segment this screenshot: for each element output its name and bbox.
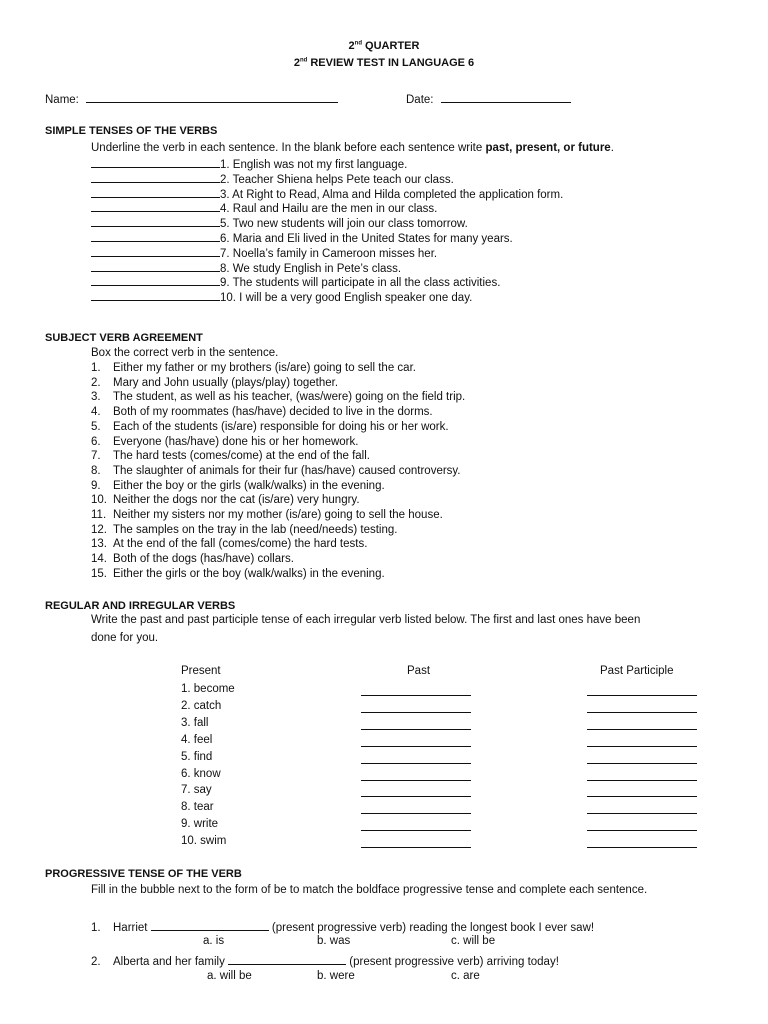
agreement-item <box>91 421 449 433</box>
answer-blank[interactable] <box>91 186 220 198</box>
item-number: 7. <box>91 450 101 463</box>
sentence-text: Either the girls or the boy (walk/walks) in the evening. <box>113 567 385 580</box>
sentence-text: At the end of the fall (comes/come) the hard tests. <box>113 538 368 551</box>
sentence-text: 6. Maria and Eli lived in the United States for many years. <box>220 233 513 245</box>
past-blank[interactable] <box>361 735 471 747</box>
past-participle-blank[interactable] <box>587 684 697 696</box>
sentence-text: 5. Two new students will join our class tomorrow. <box>220 218 468 231</box>
agreement-item <box>91 406 433 418</box>
verb-present: 8. tear <box>181 801 214 814</box>
answer-blank[interactable] <box>228 953 346 965</box>
past-participle-blank[interactable] <box>587 718 697 730</box>
section-instruction: done for you. <box>91 632 159 644</box>
sentence-text: Either the boy or the girls (walk/walks) in the evening. <box>113 479 385 492</box>
agreement-item <box>91 465 461 477</box>
answer-blank[interactable] <box>91 171 220 183</box>
option-a[interactable]: a. is <box>203 935 225 947</box>
item-number: 2. <box>91 376 101 389</box>
sentence-text: 8. We study English in Pete’s class. <box>220 262 402 275</box>
option-a[interactable]: a. will be <box>207 970 252 982</box>
verb-present: 10. swim <box>181 835 227 848</box>
simple-tense-item <box>91 156 407 171</box>
agreement-item <box>91 553 294 565</box>
test-title: 2nd REVIEW TEST IN LANGUAGE 6 <box>293 57 475 69</box>
item-number: 6. <box>91 435 101 448</box>
past-blank[interactable] <box>361 684 471 696</box>
section-title-irregular-verbs: REGULAR AND IRREGULAR VERBS <box>45 600 236 612</box>
agreement-item <box>91 436 358 448</box>
agreement-item <box>91 524 397 536</box>
past-blank[interactable] <box>361 752 471 764</box>
past-participle-blank[interactable] <box>587 802 697 814</box>
answer-blank[interactable] <box>91 260 220 272</box>
answer-blank[interactable] <box>91 200 220 212</box>
simple-tense-item <box>91 186 563 201</box>
verb-present: 9. write <box>181 818 219 831</box>
past-blank[interactable] <box>361 836 471 848</box>
option-c[interactable]: c. are <box>451 970 480 982</box>
column-header-past: Past <box>407 665 431 677</box>
sentence-text: The hard tests (comes/come) at the end of the fall. <box>113 450 370 463</box>
option-b[interactable]: b. was <box>317 935 351 947</box>
item-number: 14. <box>91 553 107 566</box>
agreement-item <box>91 494 360 506</box>
date-field[interactable] <box>406 91 571 106</box>
column-header-present: Present <box>181 665 221 677</box>
sentence-text: 4. Raul and Hailu are the men in our class. <box>220 203 438 216</box>
past-blank[interactable] <box>361 718 471 730</box>
name-label: Name: <box>45 94 79 106</box>
sentence-text: 3. At Right to Read, Alma and Hilda completed the application form. <box>220 188 564 201</box>
simple-tense-item <box>91 274 500 289</box>
sentence-text: Either my father or my brothers (is/are) going to sell the car. <box>113 362 416 374</box>
name-field[interactable] <box>45 91 338 106</box>
sentence-text: The student, as well as his teacher, (was/were) going on the field trip. <box>113 391 466 404</box>
sentence-text: 9. The students will participate in all the class activities. <box>220 277 501 290</box>
agreement-item <box>91 568 385 580</box>
past-participle-blank[interactable] <box>587 735 697 747</box>
sentence-text: 7. Noella’s family in Cameroon misses her. <box>220 247 438 260</box>
simple-tense-item <box>91 245 437 260</box>
sentence-text: Mary and John usually (plays/play) together. <box>113 376 339 389</box>
simple-tense-item <box>91 215 468 230</box>
sentence-text: Both of my roommates (has/have) decided to live in the dorms. <box>113 406 433 419</box>
sentence-text: 1. English was not my first language. <box>220 159 408 171</box>
section-instruction: Write the past and past participle tense of each irregular verb listed below. The first and last ones have been <box>91 614 641 626</box>
sentence-text: Both of the dogs (has/have) collars. <box>113 553 294 566</box>
section-title-simple-tenses: SIMPLE TENSES OF THE VERBS <box>45 125 218 137</box>
sentence-text: Neither the dogs nor the cat (is/are) very hungry. <box>113 494 360 507</box>
quarter-title: 2nd QUARTER <box>348 40 420 52</box>
agreement-item <box>91 538 367 550</box>
past-participle-blank[interactable] <box>587 701 697 713</box>
verb-present: 5. find <box>181 750 213 763</box>
option-c[interactable]: c. will be <box>451 935 496 947</box>
sentence-text: 10. I will be a very good English speaker one day. <box>220 292 473 305</box>
section-instruction: Fill in the bubble next to the form of be to match the boldface progressive tense and complete each sentence. <box>91 884 648 896</box>
agreement-item <box>91 377 338 389</box>
item-number: 1. <box>91 362 101 374</box>
section-title-progressive: PROGRESSIVE TENSE OF THE VERB <box>45 868 242 880</box>
simple-tense-item <box>91 289 472 304</box>
section-instruction: Box the correct verb in the sentence. <box>91 347 279 359</box>
sentence-text: Each of the students (is/are) responsible for doing his or her work. <box>113 420 449 433</box>
column-header-past-participle: Past Participle <box>600 665 674 677</box>
verb-present: 2. catch <box>181 699 222 712</box>
sentence-text: Everyone (has/have) done his or her homework. <box>113 435 359 448</box>
agreement-item <box>91 391 465 403</box>
past-participle-blank[interactable] <box>587 836 697 848</box>
question-2: 2. Alberta and her family (present progressive verb) arriving today! <box>91 953 559 968</box>
verb-present: 1. become <box>181 683 235 695</box>
section-instruction: Underline the verb in each sentence. In the blank before each sentence write past, present, or future. <box>91 142 614 154</box>
item-number: 11. <box>91 509 107 521</box>
question-1: 1. Harriet (present progressive verb) reading the longest book I ever saw! <box>91 919 594 934</box>
agreement-item <box>91 509 443 521</box>
item-number: 8. <box>91 464 101 477</box>
item-number: 15. <box>91 567 107 580</box>
sentence-text: The slaughter of animals for their fur (has/have) caused controversy. <box>113 464 461 477</box>
option-b[interactable]: b. were <box>317 970 355 982</box>
item-number: 13. <box>91 538 107 551</box>
verb-present: 4. feel <box>181 733 213 746</box>
item-number: 12. <box>91 523 107 536</box>
item-number: 9. <box>91 479 101 492</box>
past-participle-blank[interactable] <box>587 752 697 764</box>
item-number: 4. <box>91 406 101 419</box>
date-blank[interactable] <box>441 91 571 103</box>
answer-blank[interactable] <box>91 245 220 257</box>
answer-blank[interactable] <box>91 156 220 168</box>
past-blank[interactable] <box>361 785 471 797</box>
answer-blank[interactable] <box>91 289 220 301</box>
past-blank[interactable] <box>361 769 471 781</box>
verb-present: 7. say <box>181 784 212 797</box>
sentence-text: 2. Teacher Shiena helps Pete teach our class. <box>220 173 454 186</box>
past-blank[interactable] <box>361 701 471 713</box>
verb-present: 3. fall <box>181 716 209 729</box>
simple-tense-item <box>91 171 454 186</box>
simple-tense-item <box>91 260 401 275</box>
past-blank[interactable] <box>361 802 471 814</box>
item-number: 5. <box>91 420 101 433</box>
past-blank[interactable] <box>361 819 471 831</box>
answer-blank[interactable] <box>91 274 220 286</box>
name-blank[interactable] <box>86 91 338 103</box>
section-title-subject-verb: SUBJECT VERB AGREEMENT <box>45 332 203 344</box>
answer-blank[interactable] <box>91 230 220 242</box>
date-label: Date: <box>406 94 434 106</box>
sentence-text: The samples on the tray in the lab (need/needs) testing. <box>113 523 398 536</box>
item-number: 3. <box>91 391 101 404</box>
simple-tense-item <box>91 200 437 215</box>
answer-blank[interactable] <box>91 215 220 227</box>
verb-present: 6. know <box>181 767 221 780</box>
agreement-item <box>91 450 370 462</box>
sentence-text: Neither my sisters nor my mother (is/are) going to sell the house. <box>113 509 443 521</box>
item-number: 10. <box>91 494 107 507</box>
past-participle-blank[interactable] <box>587 819 697 831</box>
agreement-item <box>91 362 416 374</box>
past-participle-blank[interactable] <box>587 785 697 797</box>
answer-blank[interactable] <box>151 919 269 931</box>
past-participle-blank[interactable] <box>587 769 697 781</box>
simple-tense-item <box>91 230 513 245</box>
agreement-item <box>91 480 385 492</box>
